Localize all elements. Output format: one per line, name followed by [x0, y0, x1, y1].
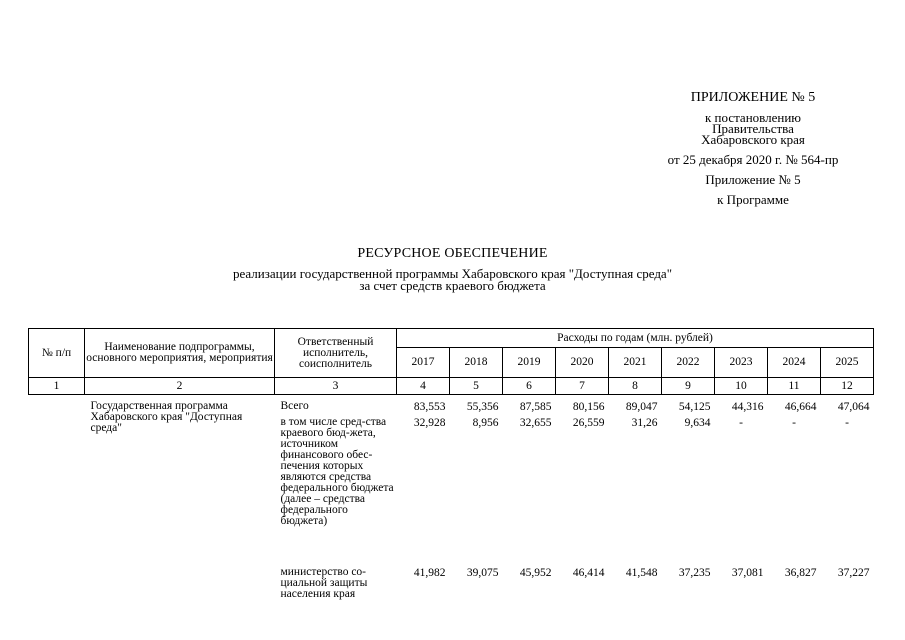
program-appendix: Приложение № 5: [705, 172, 801, 187]
value-cell: -: [739, 416, 743, 429]
column-numbers-row: [29, 378, 874, 395]
col-header-year: 2025: [821, 348, 874, 378]
col-header-name: Наименование подпрограммы, основного мероприятия, мероприятия: [85, 329, 275, 378]
responsible-cell: Всего: [280, 400, 309, 412]
column-number: 6: [503, 378, 556, 395]
value-cell: 37,235: [678, 566, 711, 579]
value-cell: 54,125: [678, 401, 711, 413]
document-header: [600, 90, 905, 207]
value-cell: -: [792, 416, 796, 429]
col-header-responsible: Ответственный исполнитель, соисполнитель: [275, 329, 397, 378]
value-cell: 41,982: [413, 566, 446, 579]
column-number: 3: [275, 378, 397, 395]
value-cell: 39,075: [466, 566, 499, 579]
value-cell: 87,585: [519, 401, 552, 413]
value-cell: 31,26: [631, 416, 658, 429]
column-number: 2: [85, 378, 275, 395]
col-header-year: 2023: [715, 348, 768, 378]
value-cell: 32,928: [413, 416, 446, 429]
value-cell: 32,655: [519, 416, 552, 429]
value-cell: 44,316: [731, 401, 764, 413]
title-sub-line: за счет средств краевого бюджета: [359, 278, 546, 293]
column-number: 4: [397, 378, 450, 395]
value-cell: 80,156: [572, 401, 605, 413]
title-sub-line: реализации государственной программы Хабаровского края "Доступная среда": [232, 266, 673, 281]
value-cell: 46,414: [572, 566, 605, 579]
value-cell: 55,356: [466, 401, 499, 413]
responsible-cell: министерство со-циальной защиты населения края: [280, 565, 368, 600]
value-cell: 89,047: [625, 401, 658, 413]
column-number: 5: [450, 378, 503, 395]
col-header-year: 2019: [503, 348, 556, 378]
responsible-cell: в том числе сред-ства краевого бюд-жета, источником финансового обес-печения которых являются средства федерального бюджета (далее – средства федерального бюджета): [280, 415, 394, 527]
value-cell: 46,664: [784, 401, 817, 413]
title-sub: [0, 268, 905, 292]
column-number: 8: [609, 378, 662, 395]
column-number: 10: [715, 378, 768, 395]
decree-line: Хабаровского края: [701, 132, 805, 147]
appendix-title: ПРИЛОЖЕНИЕ № 5: [690, 90, 816, 105]
decree-line: Правительства: [712, 121, 794, 136]
col-header-year: 2017: [397, 348, 450, 378]
decree-date: от 25 декабря 2020 г. № 564-пр: [667, 152, 839, 167]
col-header-year: 2018: [450, 348, 503, 378]
value-cell: 36,827: [784, 566, 817, 579]
value-cell: -: [845, 416, 849, 429]
program-reference: к Программе: [717, 192, 789, 207]
column-number: 7: [556, 378, 609, 395]
table-row: [29, 395, 874, 417]
decree-line: к постановлению: [704, 110, 802, 125]
value-cell: 45,952: [519, 566, 552, 579]
col-header-year: 2021: [609, 348, 662, 378]
col-header-year: 2024: [768, 348, 821, 378]
value-cell: 8,956: [472, 416, 499, 429]
value-cell: 41,548: [625, 566, 658, 579]
column-number: 11: [768, 378, 821, 395]
value-cell: 37,227: [837, 566, 870, 579]
document-title: [0, 246, 905, 292]
value-cell: 83,553: [413, 401, 446, 413]
value-cell: 9,634: [684, 416, 711, 429]
value-cell: 37,081: [731, 566, 764, 579]
col-header-expenses: Расходы по годам (млн. рублей): [397, 329, 874, 348]
value-cell: 47,064: [837, 401, 870, 413]
value-cell: 26,559: [572, 416, 605, 429]
decree-reference: [600, 112, 905, 145]
resource-table: [28, 328, 874, 611]
program-name-cell: Государственная программа Хабаровского края "Доступная среда": [90, 400, 243, 434]
col-header-year: 2020: [556, 348, 609, 378]
col-header-year: 2022: [662, 348, 715, 378]
column-number: 12: [821, 378, 874, 395]
col-header-number: № п/п: [29, 329, 85, 378]
column-number: 9: [662, 378, 715, 395]
column-number: 1: [29, 378, 85, 395]
title-main: РЕСУРСНОЕ ОБЕСПЕЧЕНИЕ: [357, 246, 548, 261]
